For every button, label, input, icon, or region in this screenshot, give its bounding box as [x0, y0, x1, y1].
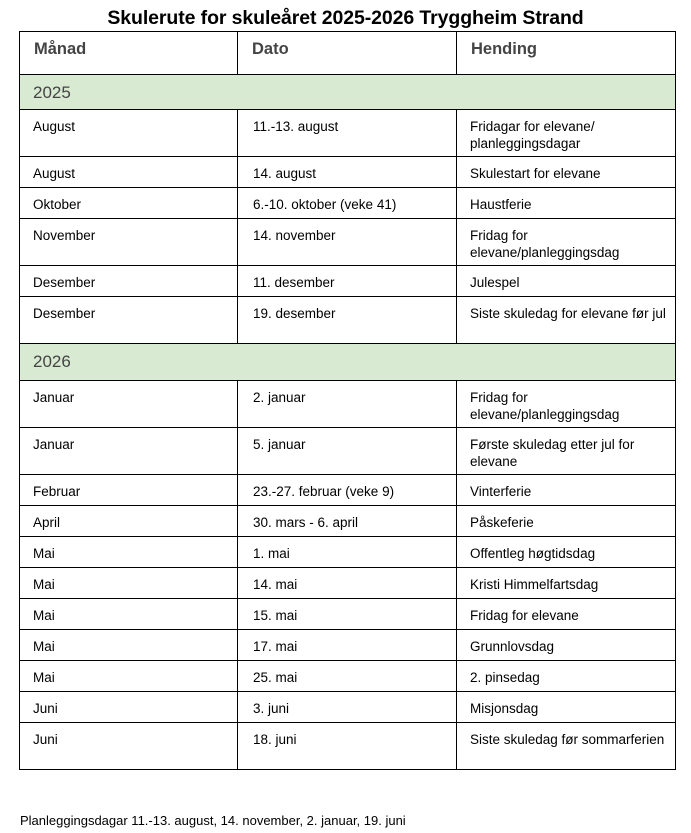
table-row	[20, 157, 676, 188]
year-label: 2026	[20, 344, 676, 381]
event-cell: Fridag for elevane/planleggingsdag	[457, 219, 676, 266]
event-cell: Haustferie	[457, 188, 676, 219]
date-cell: 11. desember	[238, 266, 457, 297]
date-cell: 2. januar	[238, 381, 457, 428]
date-cell: 1. mai	[238, 537, 457, 568]
month-cell: Mai	[20, 661, 238, 692]
event-cell: Påskeferie	[457, 506, 676, 537]
table-row	[20, 428, 676, 475]
month-cell: Mai	[20, 599, 238, 630]
month-cell: Februar	[20, 475, 238, 506]
event-cell: Kristi Himmelfartsdag	[457, 568, 676, 599]
date-cell: 25. mai	[238, 661, 457, 692]
table-row	[20, 475, 676, 506]
date-cell: 19. desember	[238, 297, 457, 344]
date-cell: 14. mai	[238, 568, 457, 599]
event-cell: Første skuledag etter jul for elevane	[457, 428, 676, 475]
footnote: Planleggingsdagar 11.-13. august, 14. november, 2. januar, 19. juni	[20, 813, 406, 828]
month-cell: Juni	[20, 692, 238, 723]
page-title: Skulerute for skuleåret 2025-2026 Tryggheim Strand	[107, 7, 584, 29]
month-cell: Mai	[20, 568, 238, 599]
year-row-2025	[20, 75, 676, 110]
table-row	[20, 630, 676, 661]
table-row	[20, 219, 676, 266]
month-cell: April	[20, 506, 238, 537]
date-cell: 11.-13. august	[238, 110, 457, 157]
date-cell: 30. mars - 6. april	[238, 506, 457, 537]
date-cell: 15. mai	[238, 599, 457, 630]
month-cell: Desember	[20, 297, 238, 344]
event-cell: Skulestart for elevane	[457, 157, 676, 188]
table-row	[20, 381, 676, 428]
year-label: 2025	[20, 75, 676, 110]
date-cell: 3. juni	[238, 692, 457, 723]
year-row-2026	[20, 344, 676, 381]
event-cell: Siste skuledag for elevane før jul	[457, 297, 676, 344]
table-row	[20, 188, 676, 219]
month-cell: Juni	[20, 723, 238, 770]
date-cell: 14. november	[238, 219, 457, 266]
month-cell: Oktober	[20, 188, 238, 219]
school-calendar-table	[19, 31, 676, 770]
event-cell: Fridagar for elevane/ planleggingsdagar	[457, 110, 676, 157]
month-cell: August	[20, 157, 238, 188]
event-cell: Offentleg høgtidsdag	[457, 537, 676, 568]
date-cell: 23.-27. februar (veke 9)	[238, 475, 457, 506]
date-cell: 6.-10. oktober (veke 41)	[238, 188, 457, 219]
table-row	[20, 661, 676, 692]
table-row	[20, 692, 676, 723]
date-cell: 17. mai	[238, 630, 457, 661]
date-cell: 5. januar	[238, 428, 457, 475]
event-cell: Julespel	[457, 266, 676, 297]
date-cell: 14. august	[238, 157, 457, 188]
event-cell: 2. pinsedag	[457, 661, 676, 692]
month-cell: Mai	[20, 537, 238, 568]
date-cell: 18. juni	[238, 723, 457, 770]
month-cell: Mai	[20, 630, 238, 661]
column-header-event: Hending	[457, 32, 676, 75]
table-row	[20, 266, 676, 297]
table-row	[20, 599, 676, 630]
event-cell: Fridag for elevane/planleggingsdag	[457, 381, 676, 428]
table-row	[20, 297, 676, 344]
table-row	[20, 110, 676, 157]
event-cell: Fridag for elevane	[457, 599, 676, 630]
table-header-row	[20, 32, 676, 75]
event-cell: Vinterferie	[457, 475, 676, 506]
month-cell: Desember	[20, 266, 238, 297]
event-cell: Misjonsdag	[457, 692, 676, 723]
table-row	[20, 506, 676, 537]
month-cell: Januar	[20, 381, 238, 428]
table-row	[20, 537, 676, 568]
event-cell: Siste skuledag før sommarferien	[457, 723, 676, 770]
month-cell: Januar	[20, 428, 238, 475]
table-row	[20, 568, 676, 599]
month-cell: November	[20, 219, 238, 266]
month-cell: August	[20, 110, 238, 157]
table-row	[20, 723, 676, 770]
event-cell: Grunnlovsdag	[457, 630, 676, 661]
column-header-month: Månad	[20, 32, 238, 75]
column-header-date: Dato	[238, 32, 457, 75]
